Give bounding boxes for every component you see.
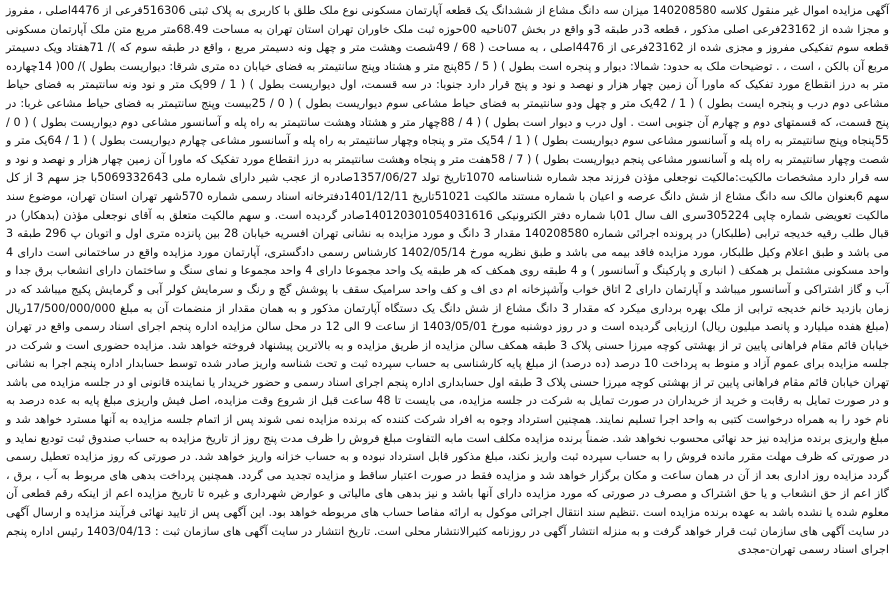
auction-notice-text: آگهی مزایده اموال غیر منقول کلاسه 140208580 میزان سه دانگ مشاع از ششدانگ یک قطعه آپارتمان مسکونی نوع ملک طلق با کاربری به پلاک ثبتی 516306فرعی از 4476اصلی ، مفروز و مجزا شده از 23162فرعی اصلی مذکور ، قطعه 3در طبقه 3و واقع در بخش 07ناحیه 00حوزه ثبت ملک خاوران تهران استان تهران به مساحت 68.49متر مربع متن ملک آپارتمان مسکونی قطعه سوم تفکیکی مفروز و مجزی شده از 23162فرعی از 4476اصلی ، به مساحت ( 68 / 49شصت وهشت متر و چهل ونه دسیمتر مربع ، واقع در طبقه سوم که )/ 71هفتاد ویک دسیمتر مربع آن بالکن ، است ، . توضیحات ملک به حدود: شمالا: دیوار و پنجره است بطول ) ( 5 / 85پنج متر و هشتاد وپنج سانتیمتر به فضای خیابان ده متری شرقا: دیواریست بطول )/ 00( 14چهارده متر به درز انقطاع مورد تفکیک که ماورا آن زمین چهار هزار و نهصد و نود و پنج قرار دارد جنوبا: در سه قسمت، اول دیواریست بطول ) ( 1 / 99یک متر و نود ونه سانتیمتر به فضای حیاط مشاعی دوم درب و پنجره ایست بطول ) ( 1 / 42یک متر و چهل ودو سانتیمتر به فضای حیاط مشاعی سوم دیواریست بطول ) ( 0 / 25بیست وپنج سانتیمتر به فضای حیاط مشاعی غربا: در پنج قسمت، که قسمتهای دوم و چهارم آن جنوبی است . اول درب و دیوار است بطول ) ( 4 / 88چهار متر و هشتاد وهشت سانتیمتر به راه پله و آسانسور مشاعی دوم دیواریست بطول ) ( 0 / 55پنجاه وپنج سانتیمتر به راه پله و آسانسور مشاعی سوم دیواریست بطول ) ( 1 / 54یک متر و پنجاه وچهار سانتیمتر به راه پله و آسانسور مشاعی چهارم دیواریست بطول ) ( 1 / 64یک متر و شصت وچهار سانتیمتر به راه پله و آسانسور مشاعی پنجم دیواریست بطول ) ( 7 / 58هفت متر و پنجاه وهشت سانتیمتر به درز انقطاع مورد تفکیک که ماورا آن زمین چهار هزار و نهصد و نود و سه قرار دارد مشخصات مالکیت:مالکیت نوجعلی مؤذن فرزند مجد شماره شناسنامه 1070تاریخ تولد 1357/06/27صادره از عجب شیر دارای شماره ملی 5069332643با جز سهم 3 از کل سهم 6بعنوان مالک سه دانگ مشاع از شش دانگ عرصه و اعیان با شماره مستند مالکیت 51021تاریخ 1401/12/11دفترخانه اسناد رسمی شماره 570شهر تهران استان تهران، موضوع سند مالکیت تعویضی شماره چاپی 305224سری الف سال 01با شماره دفتر الکترونیکی 140120301054031616صادر گردیده است. و سهم مالکیت متعلق به آقای نوجعلی مؤذن (بدهکار) در قبال طلب رقیه خدیجه ترابی (طلبکار) در پرونده اجرائی شماره 140208580 مقدار 3 دانگ و مورد مزایده به نشانی تهران افسریه خیابان 28 بین پانزده متری اول و اتوبان پ 296 طبقه 3 می باشد و طبق اعلام وکیل طلبکار، مورد مزایده فاقد بیمه می باشد و طبق نظریه مورخ 1402/05/14 کارشناس رسمی دادگستری، آپارتمان مورد مزایده واقع در ساختمانی است دارای 4 واحد مسکونی مشتمل بر همکف ( انباری و پارکینگ و آسانسور ) و 4 طبقه روی همکف که هر طبقه یک واحد مجموعا دارای 4 واحد مجموعا و نمای سنگ و ساختمان دارای انشعاب برق جدا و آب و گاز اشتراکی و آسانسور میباشد و آپارتمان دارای 2 اتاق خواب وآشپزخانه ام دی اف و کف واحد سرامیک سقف با پوشش گچ و رنگ و سرمایش کولر آبی و گرمایش پکیج میباشد که در زمان بازدید خانم خدیجه ترابی از ملک بهره برداری میکرد که مقدار 3 دانگ مشاع از شش دانگ یک دستگاه آپارتمان مذکور و به همان مقدار از منضمات آن به مبلغ 17/500/000/000ریال (مبلغ هفده میلیارد و پانصد میلیون ریال) ارزیابی گردیده است و در روز دوشنبه مورخ 1403/05/01 از ساعت 9 الی 12 در محل سالن مزایده اداره پنجم اجرای اسناد رسمی واقع در تهران خیابان قائم مقام فراهانی پایین تر از بهشتی کوچه میرزا حسنی پلاک 3 طبقه همکف سالن مزایده از طریق مزایده و به بالاترین پیشنهاد فروخته خواهد شد. مزایده حضوری است و شرکت در جلسه مزایده برای عموم آزاد و منوط به پرداخت 10 درصد (ده درصد) از مبلغ پایه کارشناسی به حساب سپرده ثبت و تحت شناسه واریز صادر شده توسط حسابدار اداره پنجم اجرا به نشانی تهران خیابان قائم مقام فراهانی پایین تر از بهشتی کوچه میرزا حسنی پلاک 3 طبقه اول حسابداری اداره پنجم اجرای اسناد رسمی و حضور خریدار یا نماینده قانونی او در جلسه مزایده می باشد و در صورت تمایل به رقابت و خرید از خریداران در صورت تمایل به شرکت در جلسه مزایده، می بایست تا 48 ساعت قبل از شروع وقت مزایده، اصل فیش واریزی مبلغ پایه به عده درصد به نام خود را به همراه درخواست کتبی به واحد اجرا تسلیم نمایند. همچنین استرداد وجوه به افراد شرکت کننده که برنده مزایده نمی شوند پس از اتمام جلسه مزایده به آنها مسترد خواهد شد و مبلغ واریزی برنده مزایده نیز حد نهائی محسوب نخواهد شد. ضمناً برنده مزایده مکلف است مابه التفاوت مبلغ فروش را ظرف مدت پنج روز از تاریخ مزایده به حساب صندوق ثبت تودیع نماید و در صورتی که ظرف مهلت مقرر مانده فروش را به حساب سپرده ثبت واریز نکند، مبلغ مذکور قابل استرداد نبوده و به حساب خزانه واریز خواهد شد. در صورتی که روز مزایده تعطیل رسمی گردد مزایده روز اداری بعد از آن در همان ساعت و مکان برگزار خواهد شد و مزایده فقط در صورت اعتبار ساقط و مزایده تجدید می گردد. همچنین پرداخت بدهی های مربوط به آب ، برق ، گاز اعم از حق انشعاب و یا حق اشتراک و مصرف در صورتی که مورد مزایده دارای آنها باشد و نیز بدهی های مالیاتی و عوارض شهرداری و غیره تا تاریخ مزایده اعم از اینکه رقم قطعی آن معلوم شده یا نشده باشد به عهده برنده مزایده است .تنظیم سند انتقال اجرائی موکول به ارائه مفاصا حساب های مربوطه خواهد بود. این آگهی پس از تایید نهائی فرآیند مزایده و ارسال آگهی در سایت آگهی های سازمان ثبت قرار خواهد گرفت و به منزله انتشار آگهی در روزنامه کثیرالانتشار محلی است. تاریخ انتشار در سایت آگهی های سازمان ثبت : 1403/04/13 رئیس اداره پنجم اجرای اسناد رسمی تهران-مجدی [6,4,890,557]
